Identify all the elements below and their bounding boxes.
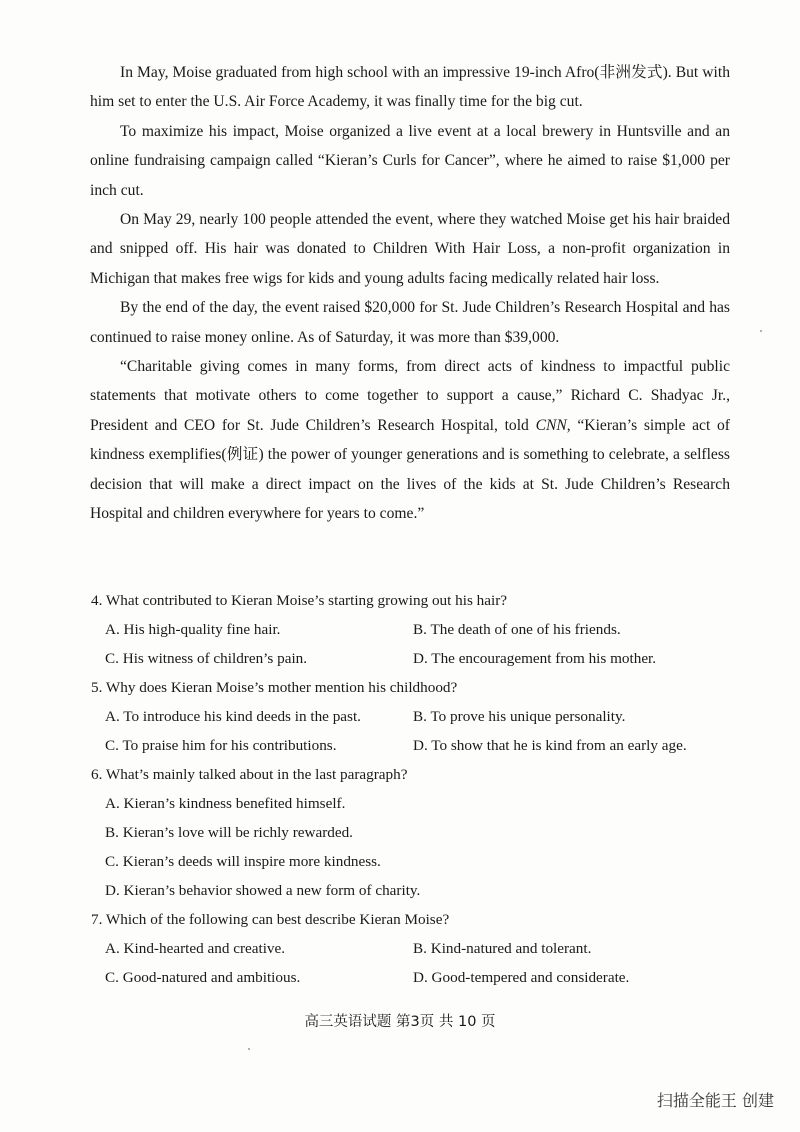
- question-4: [91, 586, 731, 673]
- option-row: [91, 644, 731, 673]
- passage-paragraph-4: By the end of the day, the event raised $20,000 for St. Jude Children’s Research Hospital and has continued to raise money online. As of Saturday, it was more than $39,000.: [90, 299, 730, 346]
- scan-speck: [760, 330, 762, 332]
- option-c: C. Good-natured and ambitious.: [105, 969, 301, 986]
- option-d: D. To show that he is kind from an early age.: [413, 737, 687, 754]
- passage-paragraph-5: [90, 352, 730, 528]
- option-c: C. His witness of children’s pain.: [105, 650, 308, 667]
- news-source: CNN: [535, 416, 567, 434]
- reading-passage: [90, 58, 730, 529]
- option-row: [91, 702, 731, 731]
- option-d: D. Kieran’s behavior showed a new form of charity.: [105, 882, 421, 899]
- question-list: [91, 586, 731, 992]
- passage-paragraph-2: To maximize his impact, Moise organized a live event at a local brewery in Huntsville and an online fundraising campaign called “Kieran’s Curls for Cancer”, where he aimed to raise $1,000 per inch cut.: [90, 122, 730, 199]
- option-b: B. The death of one of his friends.: [413, 621, 621, 638]
- question-stem: 5. Why does Kieran Moise’s mother mention his childhood?: [91, 679, 458, 696]
- passage-paragraph-1: In May, Moise graduated from high school with an impressive 19-inch Afro(非洲发式). But with him set to enter the U.S. Air Force Academy, it was finally time for the big cut.: [90, 64, 730, 111]
- question-6: [91, 760, 731, 905]
- quote-part-2: , “Kieran’s simple act of kindness exemplifies(例证) the power of younger generations and is something to celebrate, a selfless decision that will make a direct impact on the lives of the kids at St. Jude Children’s Research Hospital and children everywhere for years to come.”: [90, 416, 730, 523]
- scan-speck: [248, 1048, 250, 1050]
- option-row: [91, 731, 731, 760]
- option-d: D. The encouragement from his mother.: [413, 650, 657, 667]
- question-stem: 4. What contributed to Kieran Moise’s starting growing out his hair?: [91, 592, 508, 609]
- option-row: [91, 934, 731, 963]
- option-row: [91, 963, 731, 992]
- option-b: B. To prove his unique personality.: [413, 708, 626, 725]
- scanner-watermark: 扫描全能王 创建: [656, 1091, 774, 1110]
- question-7: [91, 905, 731, 992]
- option-d: D. Good-tempered and considerate.: [413, 969, 630, 986]
- option-c: C. To praise him for his contributions.: [105, 737, 337, 754]
- passage-paragraph-3: On May 29, nearly 100 people attended the event, where they watched Moise get his hair braided and snipped off. His hair was donated to Children With Hair Loss, a non-profit organization in Michigan that makes free wigs for kids and young adults facing medically related hair loss.: [90, 211, 730, 287]
- option-a: A. Kieran’s kindness benefited himself.: [105, 795, 346, 812]
- option-a: A. To introduce his kind deeds in the past.: [105, 708, 361, 725]
- question-5: [91, 673, 731, 760]
- question-stem: 7. Which of the following can best describe Kieran Moise?: [91, 911, 450, 928]
- option-b: B. Kind-natured and tolerant.: [413, 940, 592, 957]
- option-a: A. His high-quality fine hair.: [105, 621, 281, 638]
- option-c: C. Kieran’s deeds will inspire more kindness.: [105, 853, 381, 870]
- option-b: B. Kieran’s love will be richly rewarded.: [105, 824, 353, 841]
- page-footer: 高三英语试题 第3页 共 10 页: [304, 1014, 496, 1030]
- question-stem: 6. What’s mainly talked about in the last paragraph?: [91, 766, 408, 783]
- option-row: [91, 615, 731, 644]
- option-a: A. Kind-hearted and creative.: [105, 940, 286, 957]
- quote-part-1: “Charitable giving comes in many forms, from direct acts of kindness to impactful public statements that motivate others to come together to support a cause,” Richard C. Shadyac Jr., President and CEO for St. Jude Children’s Research Hospital, told: [90, 358, 730, 434]
